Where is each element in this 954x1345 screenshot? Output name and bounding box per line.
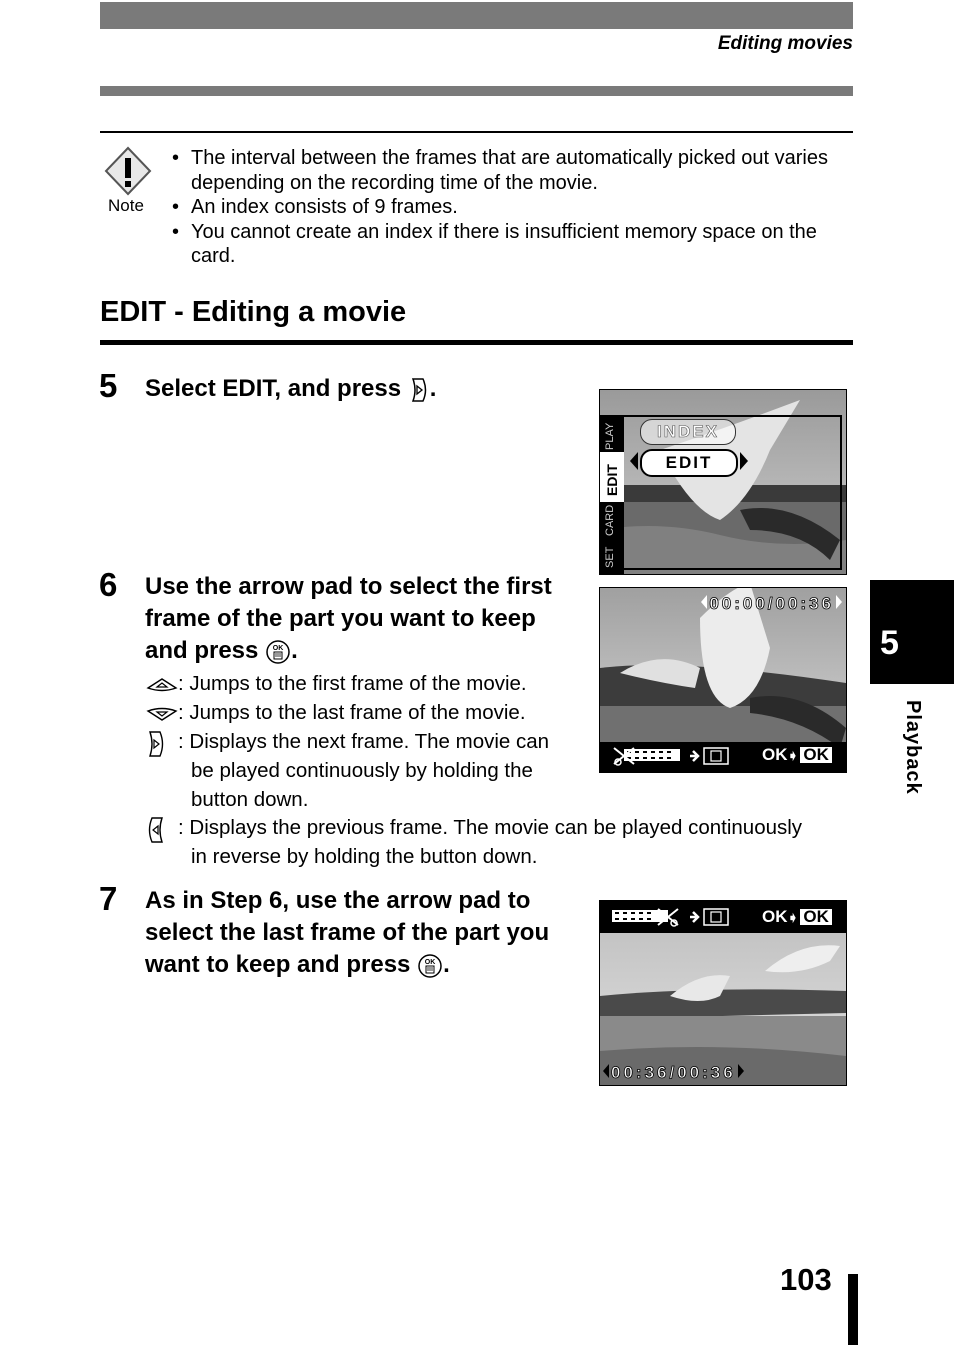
page-number: 103: [780, 1262, 832, 1297]
arrow-left-icon: [701, 595, 707, 609]
page-bar: [848, 1274, 858, 1345]
arrow-left-icon: [603, 1064, 609, 1078]
step-line-end: .: [291, 637, 298, 664]
arrow-left-icon: [630, 452, 638, 470]
note-list: [172, 146, 854, 269]
arrow-right-icon: ➧: [787, 748, 799, 763]
film-scissors-icon: [610, 907, 682, 927]
step-7-text: [145, 885, 585, 981]
ok-button-icon: [265, 639, 291, 665]
arrow-right-icon: [740, 452, 748, 470]
side-tab-set[interactable]: SET: [604, 546, 616, 568]
step-line: Use the arrow pad to select the first: [145, 573, 552, 600]
save-index-icon: [688, 907, 732, 927]
step-line-3: [145, 635, 585, 667]
step-line: want to keep and press: [145, 951, 411, 978]
timecode-display: [603, 1063, 744, 1083]
step-line: and press: [145, 637, 259, 664]
timecode: 00:00/00:36: [709, 594, 834, 613]
step-text: Select EDIT, and press: [145, 375, 402, 402]
note-label: Note: [108, 196, 144, 215]
arrow-right-icon: [738, 1064, 744, 1078]
step-number: 6: [99, 566, 118, 603]
list-item: • You cannot create an index if there is insufficient memory space on the card.: [172, 220, 854, 269]
menu-item-edit[interactable]: EDIT: [640, 449, 738, 477]
arrow-left-button-icon: [146, 816, 166, 844]
section-rule: [100, 340, 853, 345]
save-index-icon: [688, 746, 732, 766]
header-bar: [100, 2, 853, 29]
step-number: 5: [99, 367, 118, 404]
camera-screen-edit-menu: [599, 389, 847, 575]
chapter-label-box: [896, 700, 926, 810]
step-line-end: .: [443, 951, 450, 978]
warning-icon: [104, 146, 152, 196]
step-number: 7: [99, 880, 118, 917]
key-up-row: [146, 669, 527, 698]
ok-button[interactable]: OK: [799, 746, 833, 764]
ok-button-icon: [417, 953, 443, 979]
key-right-text: : Displays the next frame. The movie can be played continuously by holding the button down.: [178, 730, 550, 811]
arrow-up-button-icon: [146, 676, 178, 694]
film-scissors-icon: [610, 746, 682, 766]
step-line: As in Step 6, use the arrow pad to: [145, 887, 531, 914]
camera-screen-last-frame: [599, 900, 847, 1086]
key-down-row: [146, 698, 526, 727]
bird-photo: [600, 901, 846, 1085]
svg-text:OK: OK: [272, 644, 284, 652]
menu-item-index[interactable]: INDEX: [640, 419, 736, 445]
ok-button[interactable]: OK: [799, 908, 833, 926]
side-tab-edit[interactable]: EDIT: [600, 452, 624, 502]
step-text-end: .: [429, 375, 437, 402]
running-title: Editing movies: [717, 33, 853, 54]
step-line-3: [145, 949, 585, 981]
ok-hint: OK➧ OK: [762, 745, 833, 765]
step-6-text: [145, 571, 585, 667]
timecode-display: [701, 594, 842, 614]
arrow-right-icon: [836, 595, 842, 609]
chapter-tab: [870, 580, 954, 684]
timecode: 00:36/00:36: [611, 1063, 736, 1082]
arrow-right-button-icon: [408, 377, 430, 403]
side-tab-card[interactable]: CARD: [604, 504, 616, 536]
arrow-right-icon: ➧: [787, 910, 799, 925]
key-down-text: : Jumps to the last frame of the movie.: [178, 701, 526, 724]
note-rule: [100, 131, 853, 133]
svg-text:OK: OK: [424, 958, 436, 966]
arrow-down-button-icon: [146, 705, 178, 723]
camera-screen-first-frame: [599, 587, 847, 773]
list-item: • The interval between the frames that are automatically picked out varies depending on the recording time of the movie.: [172, 146, 854, 195]
chapter-label: Playback: [902, 700, 924, 795]
side-tab-play[interactable]: PLAY: [604, 422, 616, 450]
step-line: select the last frame of the part you: [145, 919, 550, 946]
step-5-text: [145, 373, 436, 405]
section-title: EDIT - Editing a movie: [100, 296, 407, 328]
key-left-text: : Displays the previous frame. The movie can be played continuously in reverse by holding the button down.: [178, 816, 803, 868]
list-item: • An index consists of 9 frames.: [172, 195, 854, 220]
header-rule: [100, 86, 853, 96]
ok-hint: OK➧ OK: [762, 907, 833, 927]
chapter-number: 5: [880, 624, 899, 662]
key-up-text: : Jumps to the first frame of the movie.: [178, 672, 527, 695]
arrow-right-button-icon: [146, 730, 166, 758]
step-line: frame of the part you want to keep: [145, 605, 536, 632]
